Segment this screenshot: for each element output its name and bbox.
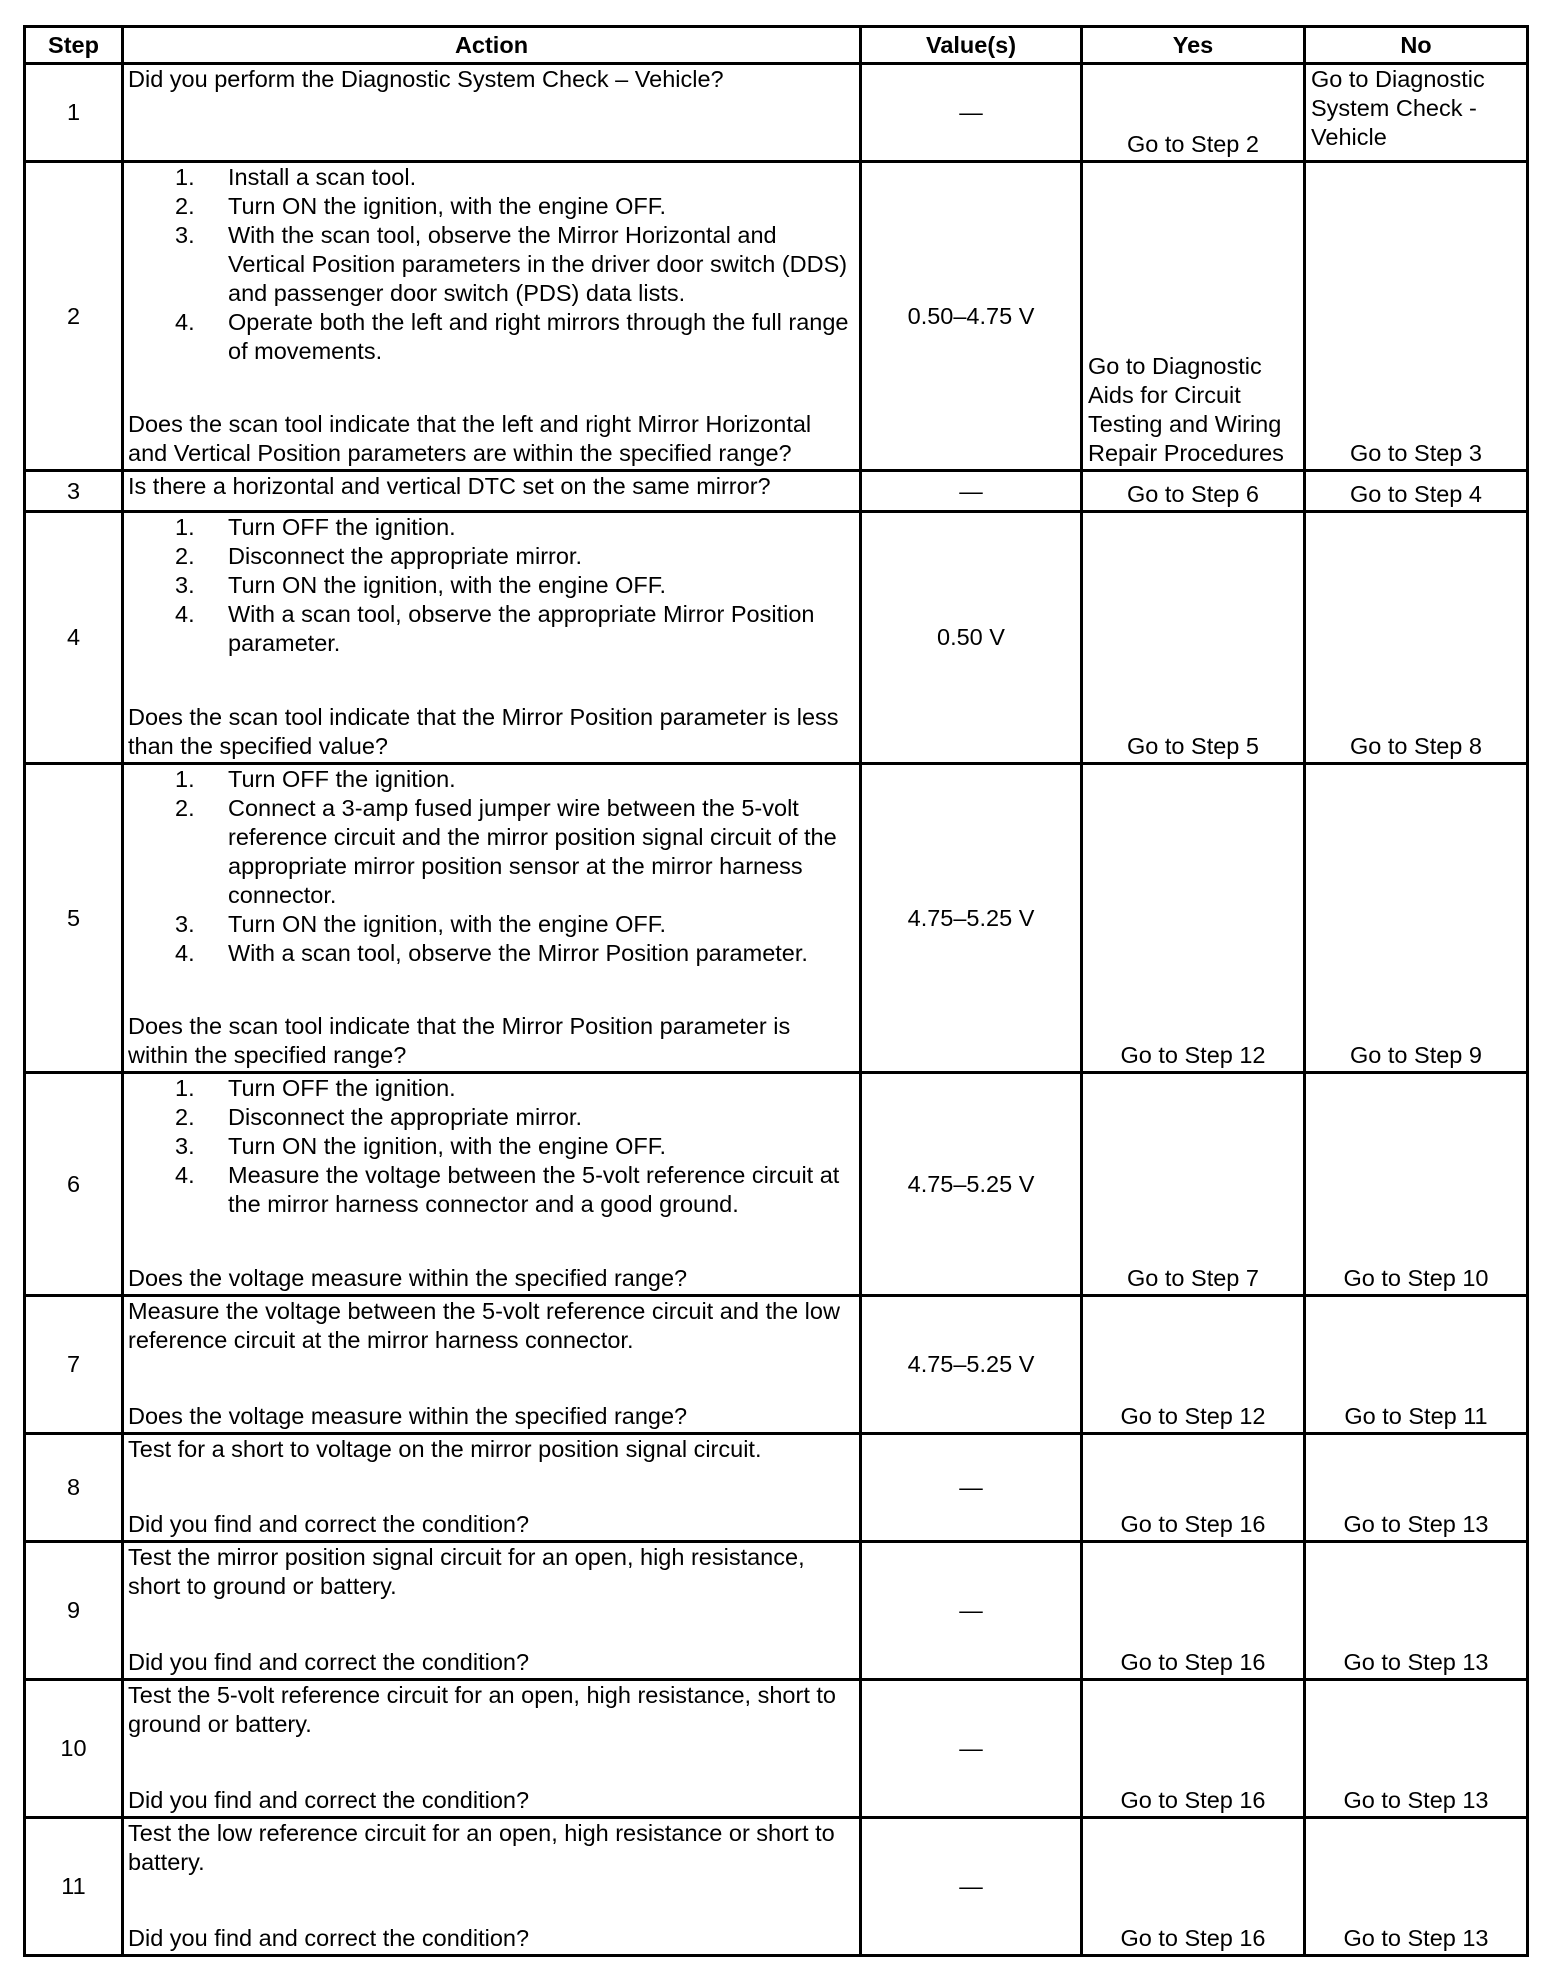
- action-content: [128, 1297, 855, 1431]
- action-steps-list: [128, 1074, 855, 1219]
- no-cell: Go to Step 4: [1305, 471, 1528, 512]
- action-cell: [123, 764, 861, 1073]
- action-step-item: Install a scan tool.: [228, 164, 417, 190]
- action-step-item: With a scan tool, observe the Mirror Position parameter.: [228, 940, 808, 966]
- action-text: Did you perform the Diagnostic System Check – Vehicle?: [128, 66, 724, 92]
- action-cell: [123, 1542, 861, 1680]
- table-row: [25, 64, 1528, 162]
- value-cell: 4.75–5.25 V: [861, 764, 1082, 1073]
- step-number: 10: [25, 1680, 123, 1818]
- step-number: 7: [25, 1296, 123, 1434]
- table-row: [25, 512, 1528, 764]
- action-step-item: Measure the voltage between the 5-volt reference circuit at the mirror harness connector and a good ground.: [228, 1162, 840, 1217]
- header-yes: Yes: [1082, 27, 1305, 64]
- header-row: [25, 27, 1528, 64]
- action-question: Does the scan tool indicate that the Mirror Position parameter is within the specified range?: [128, 1013, 791, 1068]
- no-cell: Go to Step 13: [1305, 1680, 1528, 1818]
- action-body: [128, 765, 855, 968]
- header-values: Value(s): [861, 27, 1082, 64]
- action-step-item: Turn ON the ignition, with the engine OFF.: [228, 1133, 667, 1159]
- table-row: [25, 1542, 1528, 1680]
- no-cell: Go to Step 13: [1305, 1434, 1528, 1542]
- yes-cell: Go to Diagnostic Aids for Circuit Testing and Wiring Repair Procedures: [1082, 162, 1305, 471]
- action-question: Does the scan tool indicate that the Mirror Position parameter is less than the specified value?: [128, 704, 839, 759]
- action-content: [128, 1681, 855, 1815]
- value-cell: —: [861, 1818, 1082, 1956]
- action-cell: [123, 1680, 861, 1818]
- action-text: Test the mirror position signal circuit for an open, high resistance, short to ground or battery.: [128, 1544, 805, 1599]
- action-step-item: Disconnect the appropriate mirror.: [228, 543, 582, 569]
- table-row: [25, 1073, 1528, 1296]
- table-row: [25, 1818, 1528, 1956]
- no-cell: Go to Step 13: [1305, 1818, 1528, 1956]
- action-question: Does the voltage measure within the specified range?: [128, 1265, 688, 1291]
- value-cell: —: [861, 1434, 1082, 1542]
- yes-cell: Go to Step 16: [1082, 1818, 1305, 1956]
- table-row: [25, 1296, 1528, 1434]
- step-number: 8: [25, 1434, 123, 1542]
- step-number: 9: [25, 1542, 123, 1680]
- value-cell: —: [861, 471, 1082, 512]
- action-step-item: With the scan tool, observe the Mirror Horizontal and Vertical Position parameters in the driver door switch (DDS) and passenger door switch (PDS) data lists.: [228, 222, 848, 306]
- value-cell: 0.50 V: [861, 512, 1082, 764]
- yes-cell: Go to Step 2: [1082, 64, 1305, 162]
- no-cell: Go to Step 3: [1305, 162, 1528, 471]
- action-question: Does the voltage measure within the specified range?: [128, 1403, 688, 1429]
- action-steps-list: [128, 163, 855, 366]
- action-step-item: Turn OFF the ignition.: [228, 514, 456, 540]
- value-cell: —: [861, 1680, 1082, 1818]
- table-row: [25, 1434, 1528, 1542]
- table-row: [25, 162, 1528, 471]
- no-cell: Go to Step 11: [1305, 1296, 1528, 1434]
- diagnostic-table: [23, 25, 1529, 1957]
- no-cell: Go to Diagnostic System Check - Vehicle: [1305, 64, 1528, 162]
- value-cell: 4.75–5.25 V: [861, 1296, 1082, 1434]
- action-question: Did you find and correct the condition?: [128, 1925, 530, 1951]
- no-cell: Go to Step 8: [1305, 512, 1528, 764]
- action-text: Is there a horizontal and vertical DTC set on the same mirror?: [128, 473, 771, 499]
- action-cell: [123, 1818, 861, 1956]
- action-content: [128, 1819, 855, 1953]
- action-content: [128, 163, 855, 468]
- table-row: [25, 471, 1528, 512]
- action-step-item: Disconnect the appropriate mirror.: [228, 1104, 582, 1130]
- step-number: 4: [25, 512, 123, 764]
- action-step-item: Operate both the left and right mirrors through the full range of movements.: [228, 309, 849, 364]
- action-step-item: Connect a 3-amp fused jumper wire between the 5-volt reference circuit and the mirror position signal circuit of the appropriate mirror position sensor at the mirror harness connector.: [228, 795, 837, 908]
- step-number: 3: [25, 471, 123, 512]
- yes-cell: Go to Step 6: [1082, 471, 1305, 512]
- action-steps-list: [128, 765, 855, 968]
- action-body: [128, 65, 855, 94]
- yes-cell: Go to Step 7: [1082, 1073, 1305, 1296]
- action-text: Test for a short to voltage on the mirror position signal circuit.: [128, 1436, 762, 1462]
- no-cell: Go to Step 13: [1305, 1542, 1528, 1680]
- yes-cell: Go to Step 12: [1082, 1296, 1305, 1434]
- no-cell: Go to Step 9: [1305, 764, 1528, 1073]
- action-body: [128, 1681, 855, 1739]
- value-cell: 0.50–4.75 V: [861, 162, 1082, 471]
- action-question: Did you find and correct the condition?: [128, 1649, 530, 1675]
- no-cell: Go to Step 10: [1305, 1073, 1528, 1296]
- action-question: Does the scan tool indicate that the left and right Mirror Horizontal and Vertical Position parameters are within the specified range?: [128, 411, 812, 466]
- action-step-item: Turn OFF the ignition.: [228, 766, 456, 792]
- action-cell: [123, 1073, 861, 1296]
- action-content: [128, 513, 855, 761]
- value-cell: —: [861, 64, 1082, 162]
- action-content: [128, 1435, 855, 1539]
- action-body: [128, 513, 855, 658]
- header-action: Action: [123, 27, 861, 64]
- action-content: [128, 472, 855, 509]
- action-cell: [123, 162, 861, 471]
- action-question: Did you find and correct the condition?: [128, 1787, 530, 1813]
- action-step-item: Turn ON the ignition, with the engine OFF.: [228, 193, 667, 219]
- action-content: [128, 1074, 855, 1293]
- table-row: [25, 1680, 1528, 1818]
- action-text: Test the low reference circuit for an open, high resistance or short to battery.: [128, 1820, 835, 1875]
- action-step-item: Turn OFF the ignition.: [228, 1075, 456, 1101]
- header-step: Step: [25, 27, 123, 64]
- action-body: [128, 1435, 855, 1464]
- step-number: 11: [25, 1818, 123, 1956]
- step-number: 5: [25, 764, 123, 1073]
- action-question: Did you find and correct the condition?: [128, 1511, 530, 1537]
- action-body: [128, 472, 855, 501]
- yes-cell: Go to Step 12: [1082, 764, 1305, 1073]
- action-body: [128, 1074, 855, 1219]
- yes-cell: Go to Step 5: [1082, 512, 1305, 764]
- action-content: [128, 765, 855, 1070]
- action-text: Test the 5-volt reference circuit for an open, high resistance, short to ground or battery.: [128, 1682, 836, 1737]
- action-body: [128, 1819, 855, 1877]
- action-body: [128, 1297, 855, 1355]
- yes-cell: Go to Step 16: [1082, 1434, 1305, 1542]
- action-step-item: Turn ON the ignition, with the engine OFF.: [228, 911, 667, 937]
- value-cell: —: [861, 1542, 1082, 1680]
- yes-cell: Go to Step 16: [1082, 1680, 1305, 1818]
- header-no: No: [1305, 27, 1528, 64]
- step-number: 2: [25, 162, 123, 471]
- action-content: [128, 65, 855, 159]
- action-cell: [123, 471, 861, 512]
- action-text: Measure the voltage between the 5-volt reference circuit and the low reference circuit at the mirror harness connector.: [128, 1298, 840, 1353]
- step-number: 6: [25, 1073, 123, 1296]
- action-steps-list: [128, 513, 855, 658]
- action-body: [128, 1543, 855, 1601]
- action-cell: [123, 512, 861, 764]
- action-step-item: With a scan tool, observe the appropriate Mirror Position parameter.: [228, 601, 815, 656]
- step-number: 1: [25, 64, 123, 162]
- action-cell: [123, 64, 861, 162]
- action-step-item: Turn ON the ignition, with the engine OFF.: [228, 572, 667, 598]
- action-cell: [123, 1434, 861, 1542]
- action-body: [128, 163, 855, 366]
- value-cell: 4.75–5.25 V: [861, 1073, 1082, 1296]
- yes-cell: Go to Step 16: [1082, 1542, 1305, 1680]
- action-cell: [123, 1296, 861, 1434]
- action-content: [128, 1543, 855, 1677]
- table-row: [25, 764, 1528, 1073]
